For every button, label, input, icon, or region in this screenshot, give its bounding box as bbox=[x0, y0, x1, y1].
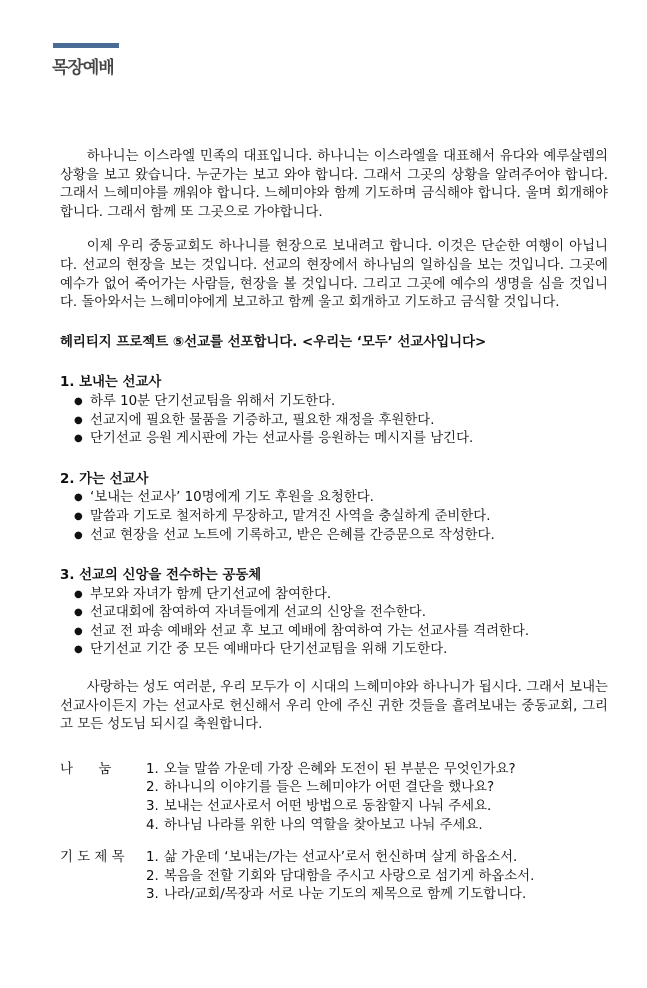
prayer-block bbox=[60, 849, 608, 905]
closing-paragraph: 사랑하는 성도 여러분, 우리 모두가 이 시대의 느헤미야와 하나니가 됩시다. 그래서 보내는 선교사이든지 가는 선교사로 헌신해서 우리 안에 주신 귀한 것들을 흘려보내는 중동교회, 그리고 모든 성도님 되시길 축원합니다. bbox=[60, 680, 608, 733]
section-list-sending bbox=[60, 393, 608, 449]
list-item: ● 말씀과 기도로 철저하게 무장하고, 맡겨진 사역을 충실하게 준비한다. bbox=[74, 508, 608, 527]
prayer-item: 3. 나라/교회/목장과 서로 나눈 기도의 제목으로 함께 기도합니다. bbox=[146, 887, 527, 903]
list-item: ● 부모와 자녀가 함께 단기선교에 참여한다. bbox=[74, 586, 608, 605]
heritage-heading: 헤리티지 프로젝트 ⑤선교를 선포합니다. <우리는 ‘모두’ 선교사입니다> bbox=[60, 334, 487, 350]
list-item: ● 선교지에 필요한 물품을 기증하고, 필요한 재정을 후원한다. bbox=[74, 412, 608, 431]
list-item: ● ‘보내는 선교사’ 10명에게 기도 후원을 요청한다. bbox=[74, 489, 608, 508]
section-title-sending: 1. 보내는 선교사 bbox=[60, 375, 162, 391]
prayer-list bbox=[146, 849, 534, 905]
section-title-going: 2. 가는 선교사 bbox=[60, 471, 149, 487]
sharing-question: 1. 오늘 말씀 가운데 가장 은혜와 도전이 된 부분은 무엇인가요? bbox=[146, 761, 516, 777]
prayer-item: 1. 삶 가운데 ‘보내는/가는 선교사’로서 헌신하며 살게 하옵소서. bbox=[146, 850, 518, 866]
section-list-community bbox=[60, 586, 608, 660]
sharing-question: 3. 보내는 선교사로서 어떤 방법으로 동참할지 나눠 주세요. bbox=[146, 799, 492, 815]
list-item: ● 하루 10분 단기선교팀을 위해서 기도한다. bbox=[74, 393, 608, 412]
sharing-question: 2. 하나니의 이야기를 들은 느헤미야가 어떤 결단을 했나요? bbox=[146, 780, 495, 796]
page-title: 목장예배 bbox=[52, 58, 114, 78]
list-item: ● 단기선교 응원 게시판에 가는 선교사를 응원하는 메시지를 남긴다. bbox=[74, 430, 608, 449]
intro-paragraph-1: 하나니는 이스라엘 민족의 대표입니다. 하나니는 이스라엘을 대표해서 유다와 예루살렘의 상황을 보고 왔습니다. 누군가는 보고 와야 합니다. 그래서 그곳의 상황을 알려주어야 합니다. 그래서 느헤미야를 깨워야 합니다. 느헤미야와 함께 기도하며 금식해야 합니다. 울며 회개해야 합니다. 그래서 함께 또 그곳으로 가야합니다. bbox=[60, 149, 608, 220]
section-title-community: 3. 선교의 신앙을 전수하는 공동체 bbox=[60, 568, 262, 584]
list-item: ● 선교 전 파송 예배와 선교 후 보고 예배에 참여하여 가는 선교사를 격려한다. bbox=[74, 623, 608, 642]
header-bar bbox=[53, 43, 119, 48]
section-list-going bbox=[60, 489, 608, 545]
list-item: ● 선교 현장을 선교 노트에 기록하고, 받은 은혜를 간증문으로 작성한다. bbox=[74, 527, 608, 546]
sharing-block bbox=[60, 761, 608, 835]
prayer-label: 기 도 제 목 bbox=[60, 850, 125, 866]
prayer-item: 2. 복음을 전할 기회와 담대함을 주시고 사랑으로 섬기게 하옵소서. bbox=[146, 868, 535, 884]
sharing-question: 4. 하나님 나라를 위한 나의 역할을 찾아보고 나눠 주세요. bbox=[146, 817, 483, 833]
sharing-label: 나 눔 bbox=[60, 761, 112, 777]
list-item: ● 단기선교 기간 중 모든 예배마다 단기선교팀을 위해 기도한다. bbox=[74, 641, 608, 660]
list-item: ● 선교대회에 참여하여 자녀들에게 선교의 신앙을 전수한다. bbox=[74, 604, 608, 623]
document-body bbox=[60, 148, 608, 905]
intro-paragraph-2: 이제 우리 중동교회도 하나니를 현장으로 보내려고 합니다. 이것은 단순한 여행이 아닙니다. 선교의 현장을 보는 것입니다. 선교의 현장에서 하나님의 일하심을 보는 것입니다. 그곳에 예수가 없어 죽어가는 사람들, 현장을 볼 것입니다. 그리고 그곳에 예수의 생명을 심을 것입니다. 돌아와서는 느헤미야에게 보고하고 함께 울고 회개하고 기도하고 금식할 것입니다. bbox=[60, 239, 608, 311]
sharing-list bbox=[146, 761, 516, 835]
